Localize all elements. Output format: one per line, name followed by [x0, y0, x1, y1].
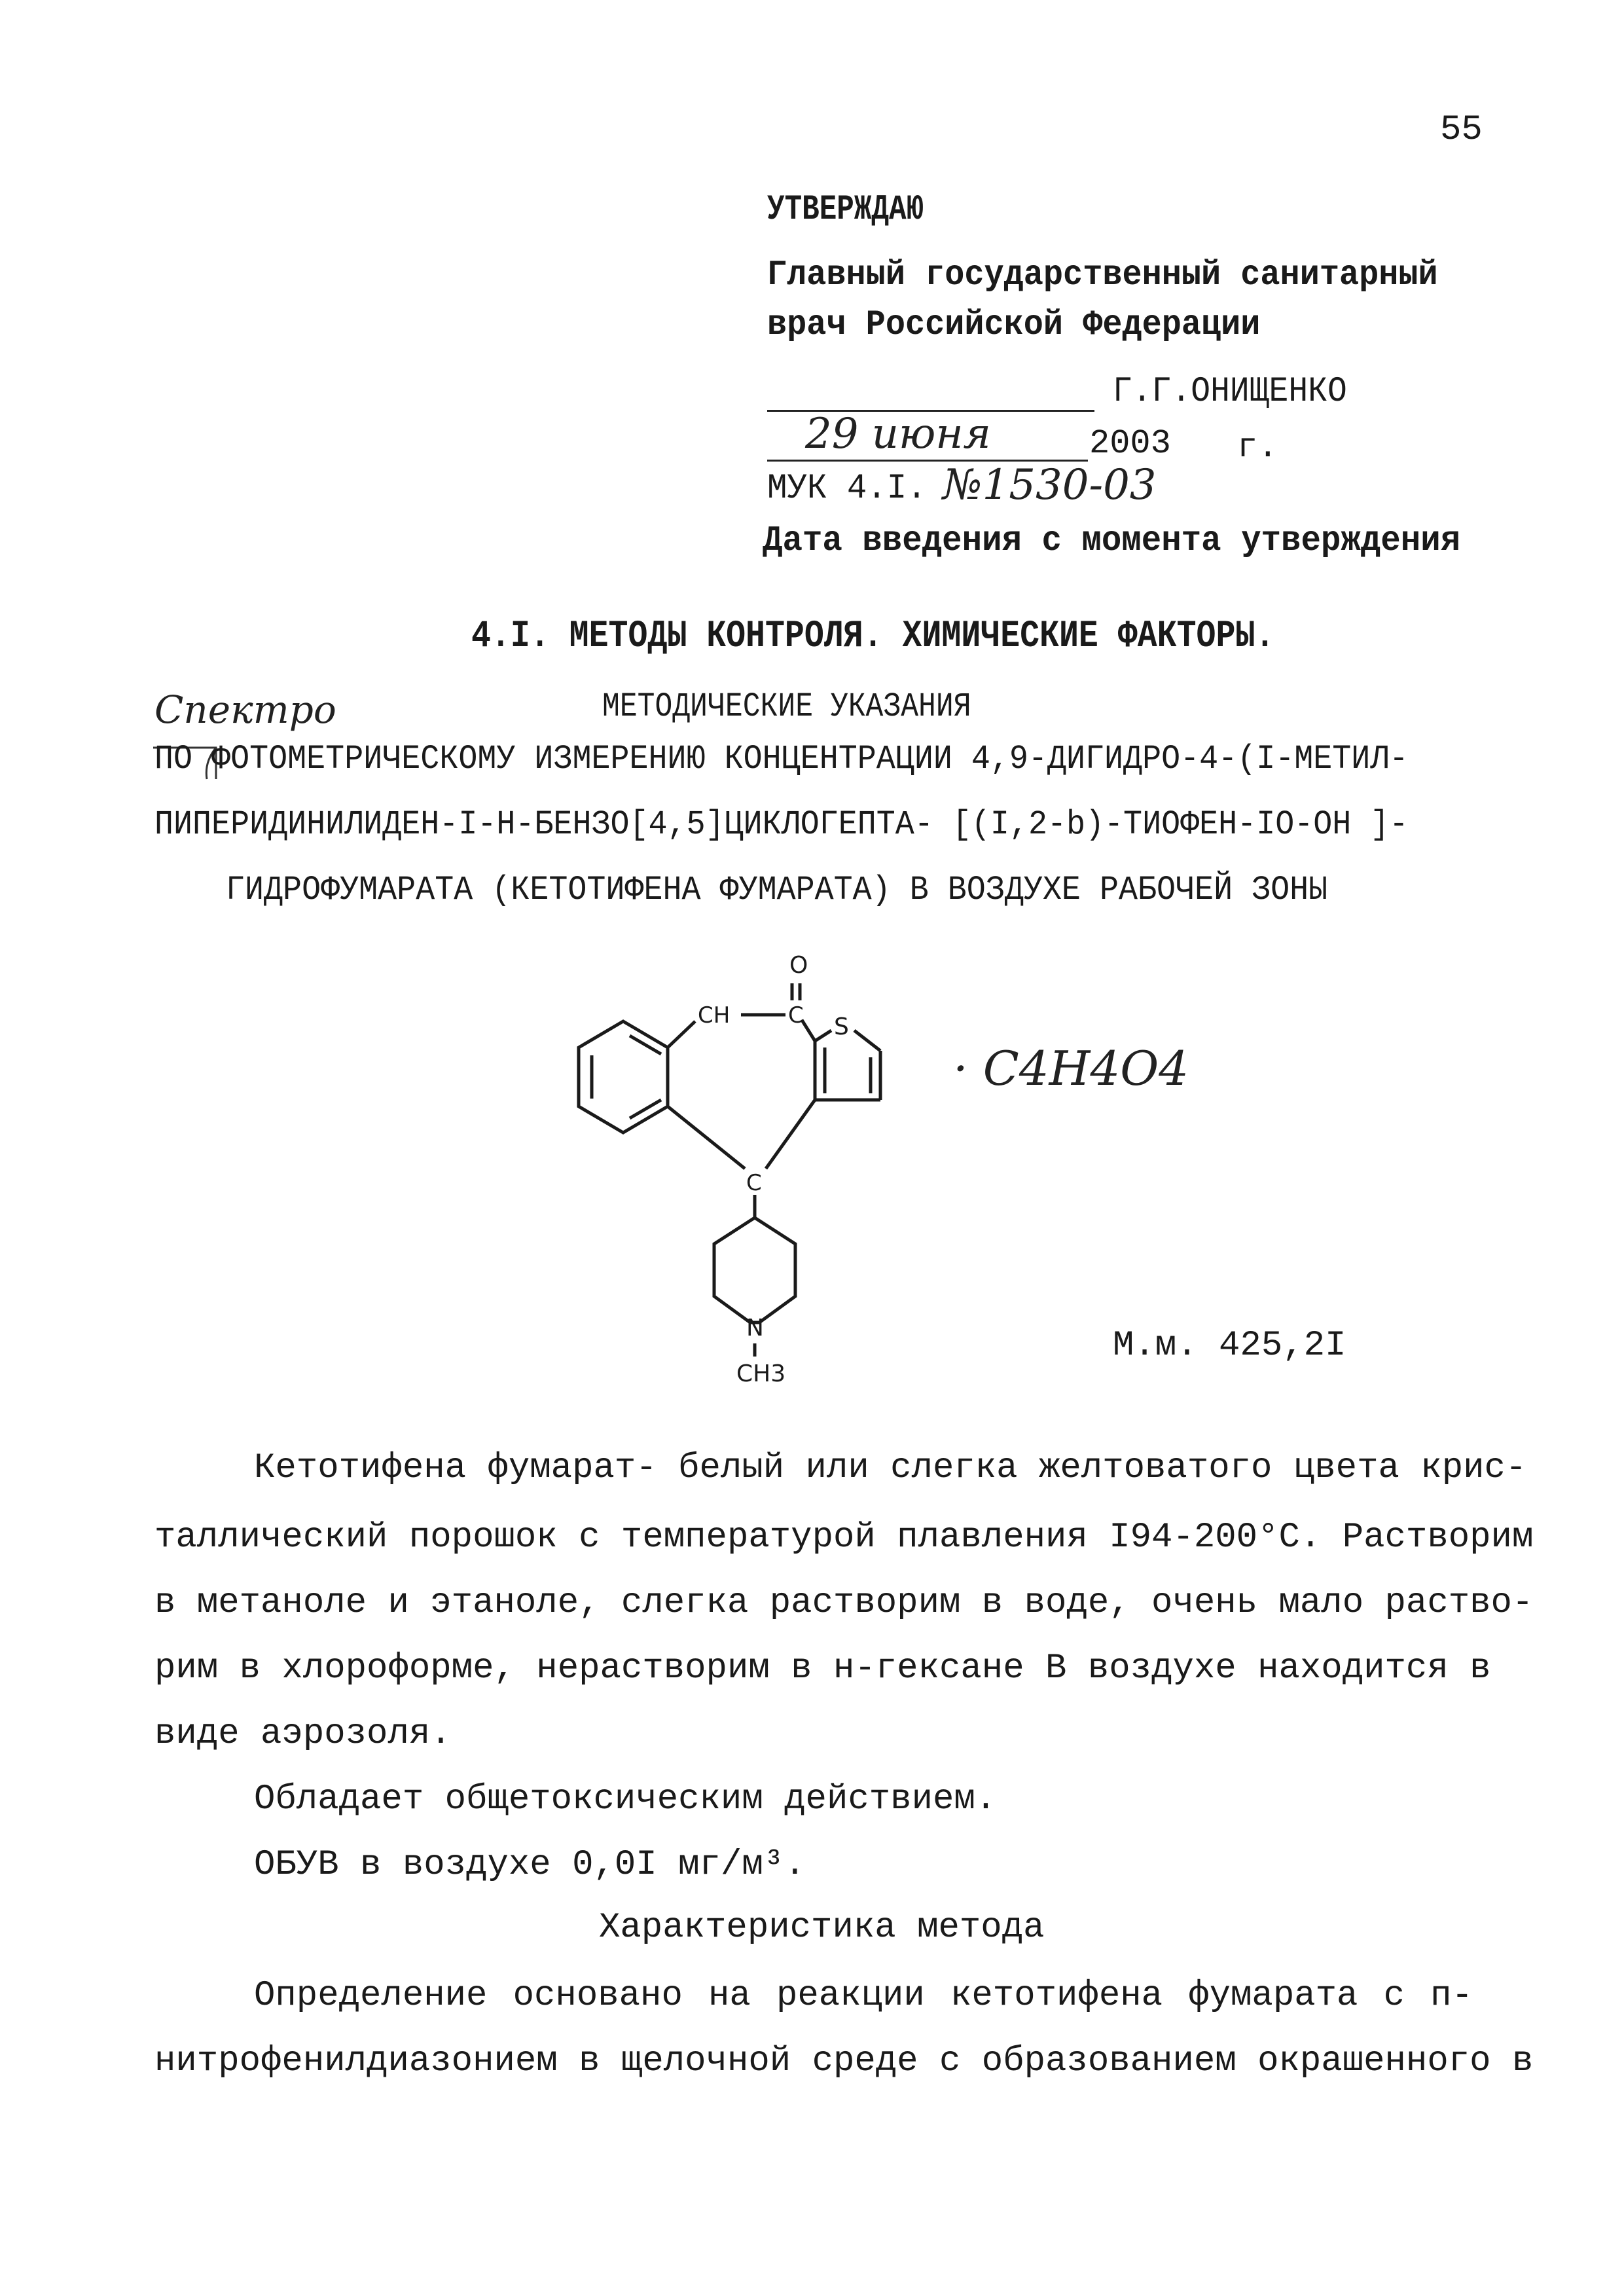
paragraph-1-line-4: рим в хлороформе, нерастворим в н-гексане В воздухе находится в — [154, 1649, 1491, 1688]
muk-prefix: МУК 4.I. — [767, 469, 927, 509]
paragraph-1-line-5: виде аэрозоля. — [154, 1714, 452, 1754]
piperidine-ring — [714, 1218, 795, 1322]
page-number: 55 — [1440, 110, 1483, 150]
approval-signer: Г.Г.ОНИЩЕНКО — [1113, 372, 1347, 412]
title-line1: ПО ФОТОМЕТРИЧЕСКОМУ ИЗМЕРЕНИЮ КОНЦЕНТРАЦИИ 4,9-ДИГИДРО-4-(I-МЕТИЛ- — [154, 740, 1409, 778]
salt-formula-handwritten: · C4H4O4 — [953, 1041, 1189, 1096]
atom-n: N — [746, 1315, 764, 1341]
atom-c-carbonyl: C — [788, 1002, 804, 1029]
atom-c-center: C — [746, 1170, 762, 1196]
paragraph-1-line-2: таллический порошок с температурой плавления I94-200°С. Растворим — [154, 1518, 1534, 1558]
effective-date: Дата введения с момента утверждения — [763, 521, 1461, 561]
paragraph-4-line-1: Определение основано на реакции кетотифена фумарата с п- — [254, 1976, 1473, 2016]
document-subtitle: МЕТОДИЧЕСКИЕ УКАЗАНИЯ — [602, 687, 971, 726]
atom-ch: CH — [698, 1002, 731, 1029]
ketotifen-structure — [569, 943, 923, 1388]
paragraph-1-line-3: в метаноле и этаноле, слегка растворим в воде, очень мало раство- — [154, 1583, 1534, 1623]
paragraph-1-line-1: Кетотифена фумарат- белый или слегка желтоватого цвета крис- — [254, 1448, 1527, 1488]
year-suffix: г. — [1237, 428, 1278, 467]
molar-mass: М.м. 425,2I — [1113, 1326, 1346, 1366]
paragraph-4-line-2: нитрофенилдиазонием в щелочной среде с образованием окрашенного в — [154, 2041, 1534, 2081]
approval-position-line1: Главный государственный санитарный — [767, 255, 1438, 295]
margin-note-handwritten: Спектро — [154, 687, 336, 732]
approval-header: УТВЕРЖДАЮ — [767, 190, 924, 230]
muk-handwritten: №1530-03 — [943, 461, 1157, 509]
year-printed: 2003 — [1089, 424, 1171, 463]
section-title: 4.I. МЕТОДЫ КОНТРОЛЯ. ХИМИЧЕСКИЕ ФАКТОРЫ. — [471, 615, 1275, 658]
atom-o: O — [789, 952, 808, 979]
title-line3: ГИДРОФУМАРАТА (КЕТОТИФЕНА ФУМАРАТА) В ВОЗДУХЕ РАБОЧЕЙ ЗОНЫ — [226, 871, 1328, 909]
title-line2: ПИПЕРИДИНИЛИДЕН-I-Н-БЕНЗО[4,5]ЦИКЛОГЕПТА- [(I,2-b)-ТИОФЕН-IO-ОН ]- — [154, 805, 1409, 844]
paragraph-2: Обладает общетоксическим действием. — [254, 1779, 997, 1819]
section-heading: Характеристика метода — [599, 1908, 1045, 1948]
atom-ch3: CH3 — [736, 1360, 786, 1387]
date-handwritten: 29 июня — [805, 410, 991, 458]
approval-position-line2: врач Российской Федерации — [767, 305, 1261, 345]
paragraph-3: ОБУВ в воздухе 0,0I мг/м³. — [254, 1845, 806, 1885]
atom-s: S — [834, 1013, 849, 1040]
